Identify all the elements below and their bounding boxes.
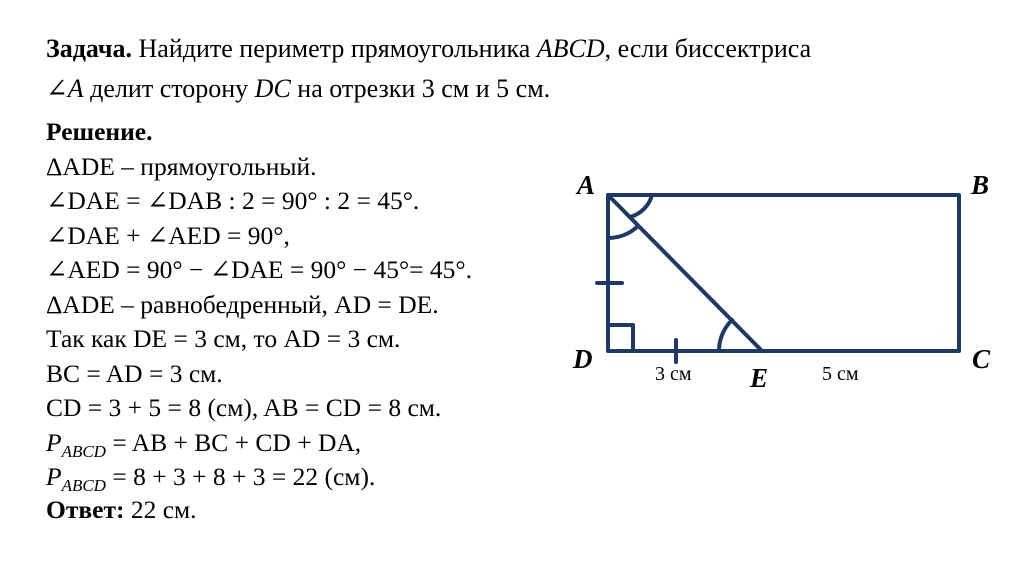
solution-line: BC = AD = 3 см. [46,358,223,388]
solution-line: Так как DE = 3 см, то AD = 3 см. [46,324,401,353]
task-side-dc: DC [254,74,291,103]
vertex-label-b: B [971,170,990,200]
perimeter-formula: = AB + BC + CD + DA, [105,427,362,457]
solution-line: ΔADE – равнобедренный, AD = DE. [46,289,439,319]
perimeter-symbol: P [46,427,62,457]
figure-lines [597,195,959,362]
rectangle-abcd [608,195,959,351]
task-text-1: Найдите периметр прямоугольника [132,34,537,63]
solution-line: CD = 3 + 5 = 8 (см), AB = CD = 8 см. [46,393,442,422]
task-text-2: , если биссектриса [604,34,812,63]
perimeter-value: = 8 + 3 + 8 + 3 = 22 (см). [105,462,376,491]
solution-line: ΔADE – прямоугольный. [46,151,317,181]
task-text-4: на отрезки 3 см и 5 см. [290,74,551,103]
angle-arc-bae [630,195,652,217]
right-angle-mark-d [608,325,633,351]
task-text-3: делит сторону [83,74,255,103]
segment-label-de: 3 см [655,363,692,385]
task-angle-a: ∠A [46,74,84,103]
vertex-label-a: A [577,170,596,200]
answer-value: 22 см. [124,495,197,524]
segment-label-ec: 5 см [822,363,859,385]
perimeter-symbol: P [46,462,62,491]
answer-label: Ответ: [46,495,125,524]
task-rect-name: ABCD [536,34,605,63]
perimeter-subscript: ABCD [61,441,106,461]
solution-line: ∠DAE + ∠AED = 90°, [46,220,290,250]
angle-arc-dae [608,226,638,238]
vertex-label-c: C [972,344,991,374]
task-label: Задача. [46,34,132,63]
vertex-label-e: E [750,363,769,393]
angle-arc-aed [719,320,732,351]
vertex-label-d: D [573,344,593,374]
perimeter-subscript: ABCD [61,476,106,496]
solution-line: ∠DAE = ∠DAB : 2 = 90° : 2 = 45°. [46,186,420,215]
solution-heading: Решение. [46,117,153,146]
solution-line: ∠AED = 90° − ∠DAE = 90° − 45°= 45°. [46,255,472,284]
